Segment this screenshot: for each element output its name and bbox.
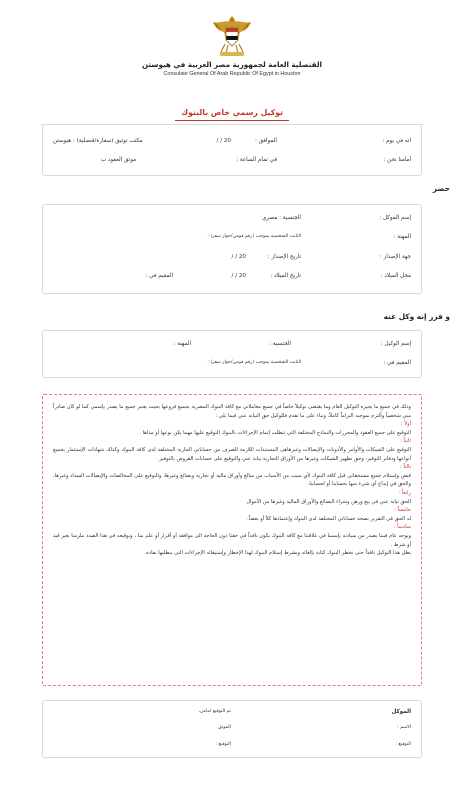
attended-heading: حضر — [432, 184, 450, 193]
consulate-name-arabic: القنصلية العامة لجمهورية مصر العربية في هيوستن — [141, 60, 323, 69]
agent-name-field[interactable]: إسم الوكيل : — [380, 341, 411, 347]
principal-signature-field[interactable]: التوقيع : — [395, 742, 411, 747]
agent-profession-field[interactable]: المهنة : — [173, 341, 191, 347]
agent-nationality-field[interactable]: الجنسية : — [269, 341, 291, 347]
principal-signature-heading: الموكل — [391, 709, 411, 715]
clause-2-text: التوقيع على الشيكات والأوامر والأذونات والإيصالات وغيرهاهى المستندات اللازمة للصرف من حساباتي الجارية المختلفة لدى كافة البنوك وكذلك شهادات الإستثمار بجميع أنواعها ودفاتر التوفير، وحق تظهير الشيكات وغيرها من الأوراق التجارية نيابة عني والتوقيع على حسابات القروض بالتوفير. — [53, 446, 411, 462]
agent-id-field[interactable]: الثابت الشخصية بموجب (رقم قومي/جواز سفر) : — [207, 360, 301, 365]
clause-3-heading: ثالثاً : — [400, 464, 411, 471]
office-field[interactable]: مكتب توثيق (سفارة/قنصلية) : هيوستن — [53, 138, 143, 144]
clause-3-text: قبض وإستلام جميع مستحقاتي قبل كافة البنوك لأي سبب من الأسباب من مبالغ وأوراق مالية أو تجارية وبضائع وغيرها، والتوقيع على المخالصات والإيصالات السداد وغيرها، والحق في إيداع أي شيء منها بحسابنا أو لحسابنا. — [53, 472, 411, 488]
clause-1-text: التوقيع على جميع العقود والمحررات والنماذج المختلفة التي تتطلب إتمام الإجراءات بالبنوك التوقيع عليها مهما يكن نوعها أو مداها . — [139, 429, 411, 436]
clause-5-heading: خامساً : — [394, 507, 411, 514]
date-field[interactable]: / / 20 — [216, 138, 231, 144]
notary-label: الموثق — [218, 725, 231, 730]
official-field[interactable]: موثق العقود ب — [101, 157, 137, 163]
clause-5-text: له الحق في التقرير بصحة حساباتي المختلفة لدى البنوك وإعتمادها كلاً أو بعضاً. — [247, 515, 411, 522]
agent-card — [42, 330, 422, 378]
terms-box — [42, 394, 422, 686]
consulate-name-english: Consulate General Of Arab Republic Of Egypt in Houston — [163, 71, 301, 77]
principal-id-field[interactable]: الثابت الشخصية بموجب (رقم قومي/جواز سفر) : — [207, 234, 301, 239]
hour-field[interactable]: في تمام الساعة : — [236, 157, 277, 163]
birth-place-field[interactable]: محل الميلاد : — [380, 273, 411, 279]
document-header — [0, 0, 464, 92]
intro-card — [42, 124, 422, 176]
birth-date-field[interactable]: / / 20 — [231, 273, 246, 279]
appointed-heading: و قرر إنه وكل عنه — [383, 312, 450, 321]
egypt-eagle-emblem — [212, 14, 252, 58]
principal-residence-field[interactable]: المقيم في : — [145, 273, 173, 279]
principal-name-field[interactable]: إسم الموكل : — [379, 215, 411, 221]
document-title: توكيل رسمي خاص بالبنوك — [175, 108, 289, 121]
principal-card — [42, 204, 422, 294]
principal-nationality-field[interactable]: الجنسية : مصري — [262, 215, 301, 221]
day-field[interactable]: انه في يوم : — [382, 138, 411, 144]
issue-place-field[interactable]: جهة الإصدار : — [379, 254, 411, 260]
clause-6-text: وبوجه عام فيما يصدر من سيادته بإسمنا في علاقتنا مع كافة البنوك يكون نافذاً في حقنا دون الحاجة الى موافقة أو أقرار أو علم منا ، وتوقيعه في هذا الصدد ملزمنا بغير قيد أو شرط . — [53, 532, 411, 548]
clause-4-text: الحق نيابة عني في بيع ورهن وشراء البضائع والأوراق المالية وغيرها من الأموال — [246, 498, 411, 505]
notary-signature-field[interactable]: التوقيع : — [215, 742, 231, 747]
closing-clause: بطل هذا التوكيل نافذاً حتى نخطر البنوك كتابة بإلغائه وبشرط إستلام البنوك لهذا الإخطار وإستيفائه الإجراءات التي يتطلبها نفاذه. — [144, 550, 411, 557]
terms-intro: وذلك في جميع ما يجيزه التوكيل العام وما يقتضى توكيلاً خاصاً في جميع معاملاتي مع كافة البنوك المصرية بجميع فروعها بحيث يعتبر جميع ما يصدر بإسمي كما لو كان صادراً مني شخصياً وأَلتزم بموجبه التزاماً كاملاً، وبناء على ما تقدم فللوكيل حق النيابة عني فيما يلي : — [53, 404, 411, 419]
birth-date-label: تاريخ الميلاد : — [270, 273, 301, 279]
clause-4-heading: رابعاً : — [398, 489, 411, 496]
before-field[interactable]: أمامنا نحن : — [383, 157, 411, 163]
signed-before-label: تم التوقيع امامي، — [198, 709, 231, 714]
agent-residence-field[interactable]: المقيم في : — [383, 360, 411, 366]
issue-date-label: تاريخ الإصدار : — [267, 254, 301, 260]
title-section — [0, 100, 464, 125]
principal-profession-field[interactable]: المهنة : — [393, 234, 411, 240]
clause-6-heading: سادساً : — [393, 524, 411, 531]
clause-1-heading: أولاً : — [400, 421, 411, 428]
signer-name-field[interactable]: الاسم : — [397, 725, 411, 730]
date-label: الموافق : — [255, 138, 277, 144]
issue-date-field[interactable]: / / 20 — [231, 254, 246, 260]
signature-card — [42, 700, 422, 758]
clause-2-heading: ثانياً : — [400, 438, 411, 445]
